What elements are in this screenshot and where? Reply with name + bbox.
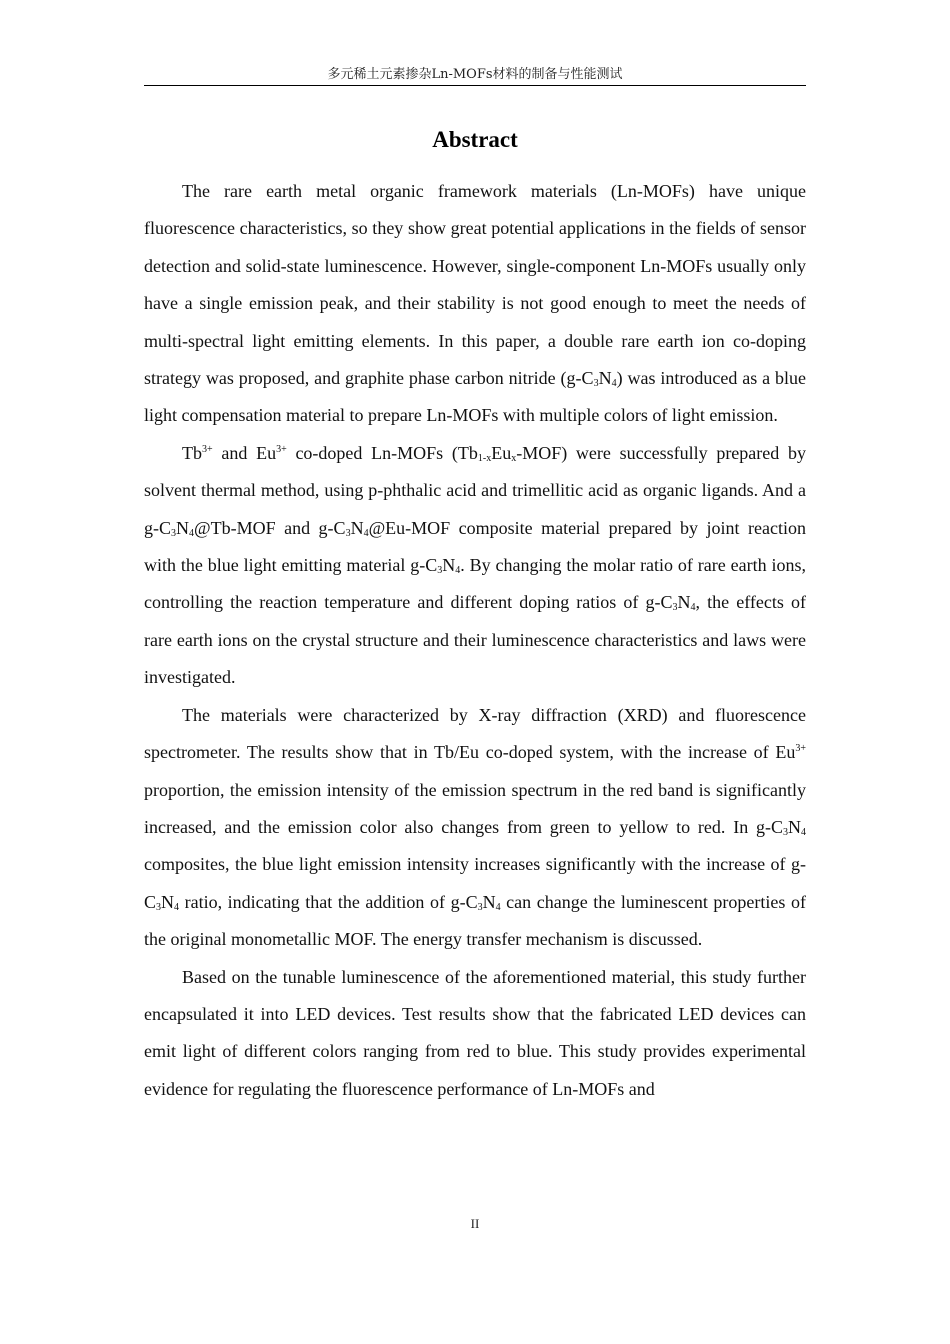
superscript: 3+ [276, 443, 287, 455]
text-run: The materials were characterized by X-ray diffraction (XRD) and fluorescence spectrometer. The results show that in Tb/Eu co-doped system, with the increase of Eu [144, 704, 806, 763]
abstract-paragraph-2 [144, 435, 806, 697]
subscript: 3 [156, 901, 162, 913]
abstract-body [144, 173, 806, 1108]
text-run: N [176, 517, 189, 538]
superscript: 3+ [795, 743, 806, 755]
subscript: 3 [345, 527, 351, 539]
subscript: x [511, 452, 517, 464]
abstract-paragraph-4 [144, 959, 806, 1109]
text-run: . By changing the molar ratio of rare earth ions, controlling the reaction temperature and different doping ratios of g-C [144, 555, 806, 613]
text-run: co-doped Ln-MOFs (Tb [286, 442, 478, 463]
text-run: N [598, 368, 612, 389]
text-run: ) was introduced as a blue light compensation material to prepare Ln-MOFs with multiple colors of light emission. [144, 368, 806, 426]
text-run: Eu [491, 442, 512, 463]
text-run: @Eu-MOF composite material prepared by joint reaction with the blue light emitting material g-C [144, 517, 806, 576]
subscript: 4 [189, 527, 194, 539]
text-run: -MOF) were successfully prepared by solvent thermal method, using p-phthalic acid and trimellitic acid as organic ligands. And a g-C [144, 442, 806, 538]
text-run: Tb [182, 442, 202, 463]
text-run: can change the luminescent properties of the original monometallic MOF. The energy transfer mechanism is discussed. [144, 891, 806, 950]
subscript: 4 [174, 901, 180, 913]
text-run: N [482, 891, 496, 912]
subscript: 3 [171, 527, 176, 539]
subscript: 4 [690, 602, 696, 614]
header-rule [144, 85, 806, 86]
text-run: @Tb-MOF and g-C [194, 517, 346, 538]
subscript: 4 [801, 826, 806, 838]
text-run: N [442, 555, 456, 576]
subscript: 3 [477, 901, 483, 913]
subscript: 3 [783, 826, 788, 838]
text-run: N [677, 592, 691, 613]
running-header: 多元稀土元素掺杂Ln-MOFs材料的制备与性能测试 [327, 67, 623, 82]
text-run: and Eu [212, 442, 277, 463]
subscript: 1-x [477, 452, 492, 464]
subscript: 4 [611, 378, 617, 390]
subscript: 3 [672, 602, 678, 614]
subscript: 3 [593, 378, 599, 390]
superscript: 3+ [202, 443, 213, 455]
subscript: 3 [437, 565, 443, 577]
abstract-paragraph-3 [144, 697, 806, 959]
text-run: proportion, the emission intensity of the emission spectrum in the red band is significantly increased, and the emission color also changes from green to yellow to red. In g-C [144, 779, 806, 837]
text-run: composites, the blue light emission intensity increases significantly with the increase of g-C [144, 854, 806, 912]
page-number: II [470, 1216, 480, 1231]
text-run: N [350, 517, 364, 538]
text-run: The rare earth metal organic framework materials (Ln-MOFs) have unique fluorescence characteristics, so they show great potential applications in the fields of sensor detection and solid-state luminescence. However, single-component Ln-MOFs usually only have a single emission peak, and their stability is not good enough to meet the needs of multi-spectral light emitting elements. In this paper, a double rare earth ion co-doping strategy was proposed, and graphite phase carbon nitride (g-C [144, 181, 806, 389]
subscript: 4 [495, 901, 501, 913]
text-run: N [788, 816, 801, 837]
text-run: Based on the tunable luminescence of the aforementioned material, this study further encapsulated it into LED devices. Test results show that the fabricated LED devices can emit light of different colors ranging from red to blue. This study provides experimental evidence for regulating the fluorescence performance of Ln-MOFs and [144, 966, 806, 1099]
abstract-title: Abstract [432, 127, 518, 152]
text-run: N [161, 891, 175, 912]
abstract-paragraph-1 [144, 173, 806, 435]
text-run: ratio, indicating that the addition of g-C [179, 891, 478, 912]
subscript: 4 [455, 565, 461, 577]
subscript: 4 [363, 527, 369, 539]
text-run: , the effects of rare earth ions on the crystal structure and their luminescence characteristics and laws were investigated. [144, 592, 806, 688]
